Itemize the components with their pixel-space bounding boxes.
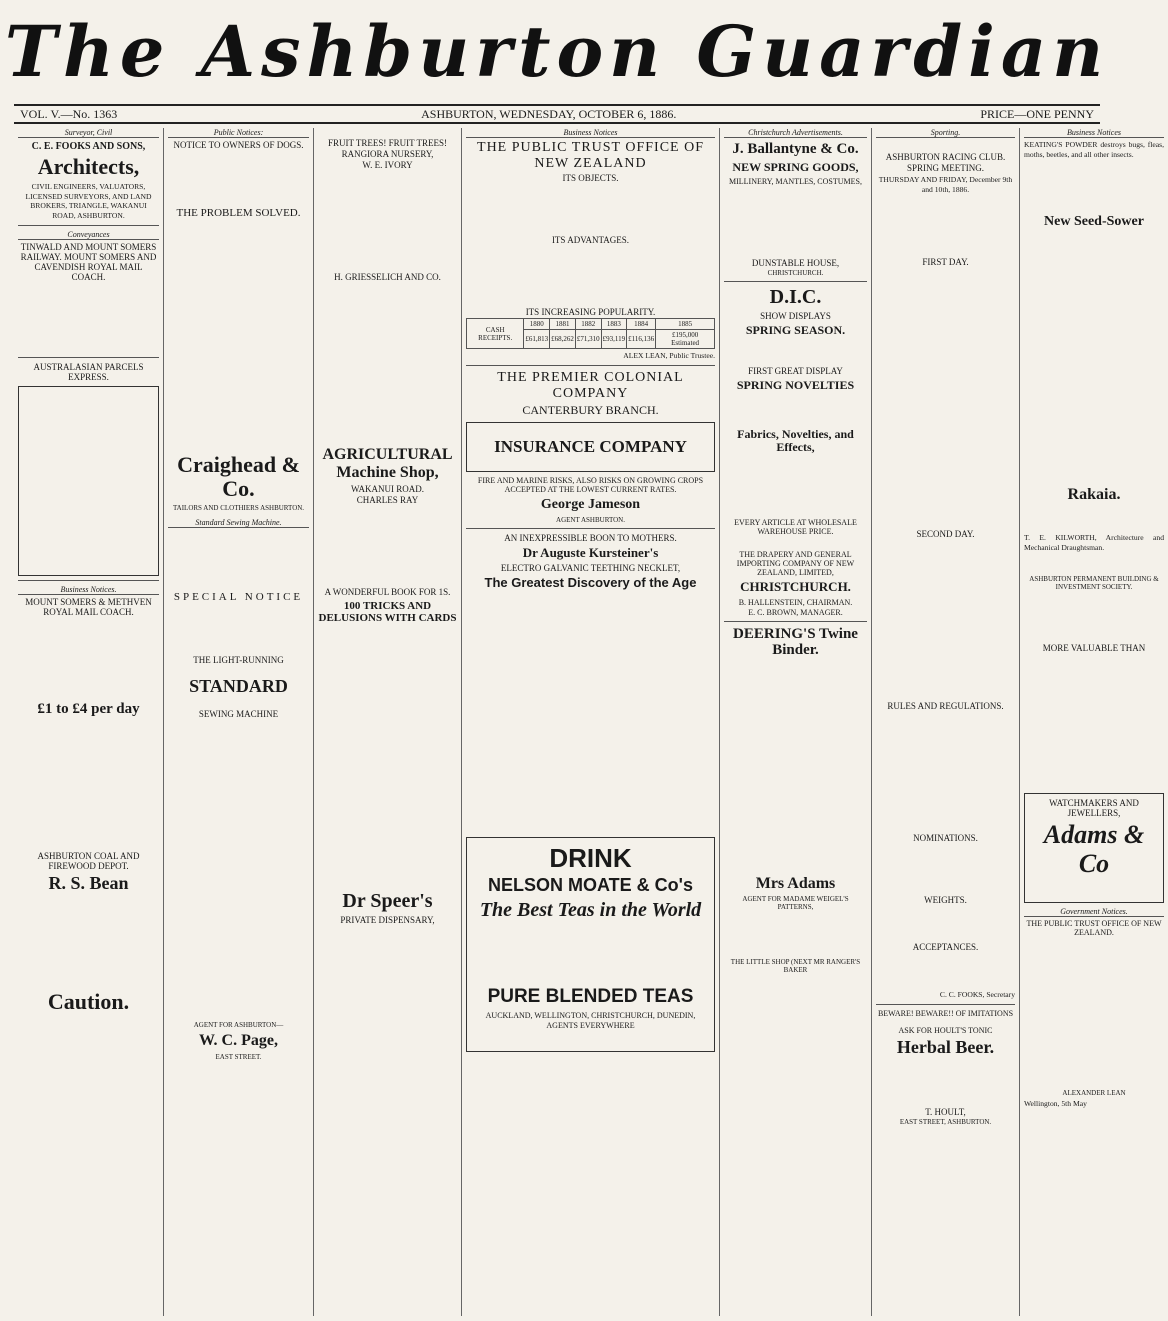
mothers-heading: AN INEXPRESSIBLE BOON TO MOTHERS.: [504, 532, 677, 543]
book-title: A WONDERFUL BOOK FOR 1S.: [324, 587, 451, 598]
page-name: W. C. Page,: [199, 1032, 278, 1050]
volume-number: VOL. V.—No. 1363: [20, 106, 118, 121]
express-table: [18, 386, 159, 576]
column-6: [872, 128, 1020, 1316]
craighead-title: Craighead & Co.: [177, 452, 300, 502]
cash-label: CASH RECEIPTS.: [467, 319, 524, 349]
wakanui-road: WAKANUI ROAD.: [351, 484, 424, 495]
colonial-title: THE PREMIER COLONIAL COMPANY: [497, 369, 684, 401]
money-title: £1 to £4 per day: [37, 700, 140, 717]
sewing-header: Standard Sewing Machine.: [168, 518, 309, 528]
craighead-sub: TAILORS AND CLOTHIERS ASHBURTON.: [172, 504, 305, 513]
dic-title: D.I.C.: [769, 285, 822, 308]
nursery-name: RANGIORA NURSERY,: [341, 149, 434, 159]
problem-title: THE PROBLEM SOLVED.: [176, 207, 301, 219]
light-running: THE LIGHT-RUNNING: [193, 655, 284, 666]
spring-novelties: SPRING NOVELTIES: [736, 377, 855, 392]
columns: [14, 128, 1164, 1316]
permanent-society: ASHBURTON PERMANENT BUILDING & INVESTMENT SOCIETY.: [1029, 575, 1159, 592]
fruit-title: FRUIT TREES! FRUIT TREES!: [327, 138, 448, 148]
machine-shop-title: AGRICULTURAL Machine Shop,: [322, 446, 453, 481]
hoult-address: EAST STREET, ASHBURTON.: [899, 1117, 992, 1126]
year-cell: 1882: [575, 319, 601, 330]
nominations-title: NOMINATIONS.: [913, 833, 978, 844]
special-notice: SPECIAL NOTICE: [173, 591, 304, 604]
fooks-signature: C. C. FOOKS, Secretary: [939, 990, 1015, 1000]
hoult-ask: ASK FOR HOULT'S TONIC: [898, 1025, 993, 1035]
little-shop: THE LITTLE SHOP (NEXT MR RANGER'S BAKER: [730, 958, 861, 975]
more-valuable: MORE VALUABLE THAN: [1042, 643, 1146, 654]
ad-heading: C. E. FOOKS AND SONS,: [31, 141, 146, 152]
weigel-patterns: AGENT FOR MADAME WEIGEL'S PATTERNS,: [742, 895, 849, 912]
agent-label: AGENT FOR ASHBURTON—: [193, 1021, 284, 1030]
dispensary-title: PRIVATE DISPENSARY,: [340, 915, 435, 926]
price: PRICE—ONE PENNY: [980, 106, 1094, 121]
sewing-machine: SEWING MACHINE: [198, 709, 279, 720]
keating-ad: KEATING'S POWDER destroys bugs, fleas, moths, beetles, and all other insects.: [1024, 140, 1164, 159]
masthead: [0, 0, 1114, 104]
christchurch-label: CHRISTCHURCH.: [767, 268, 824, 277]
bean-name: R. S. Bean: [48, 873, 129, 894]
column-header: Christchurch Advertisements.: [724, 128, 867, 138]
hallenstein: B. HALLENSTEIN, CHAIRMAN.: [738, 597, 853, 607]
watchmakers-ad: [1024, 793, 1164, 903]
adams-co-title: Adams & Co: [1043, 820, 1145, 878]
column-header: Business Notices: [1024, 128, 1164, 138]
canterbury-branch: CANTERBURY BRANCH.: [522, 402, 659, 417]
coach-title: TINWALD AND MOUNT SOMERS RAILWAY. MOUNT SOMERS AND CAVENDISH ROYAL MAIL COACH.: [20, 241, 157, 282]
ballantyne-title: J. Ballantyne & Co.: [732, 141, 859, 157]
every-article: EVERY ARTICLE AT WHOLESALE WAREHOUSE PRICE.: [734, 518, 857, 537]
column-header: Sporting.: [876, 128, 1015, 138]
ivory-name: W. E. IVORY: [362, 160, 413, 170]
popularity-heading: ITS INCREASING POPULARITY.: [525, 307, 656, 317]
tea-ad: [466, 837, 715, 1052]
drapery-company: THE DRAPERY AND GENERAL IMPORTING COMPANY OF NEW ZEALAND, LIMITED,: [736, 550, 855, 578]
brown: E. C. BROWN, MANAGER.: [748, 607, 843, 617]
column-header: Surveyor, Civil: [18, 128, 159, 138]
racing-club: ASHBURTON RACING CLUB.: [885, 152, 1006, 162]
gov-public-trust: THE PUBLIC TRUST OFFICE OF NEW ZEALAND.: [1026, 919, 1162, 938]
year-cell: 1885: [656, 319, 715, 330]
acceptances-title: ACCEPTANCES.: [912, 942, 979, 953]
adams-title: Mrs Adams: [755, 874, 836, 892]
second-day: SECOND DAY.: [916, 529, 975, 540]
value-cell: £116,136: [627, 330, 656, 349]
ray-name: CHARLES RAY: [356, 495, 419, 506]
value-cell-last: £195,000 Estimated: [656, 330, 715, 349]
deering-title: DEERING'S Twine Binder.: [733, 625, 858, 659]
ad-title: Architects,: [37, 154, 140, 179]
objects-heading: ITS OBJECTS.: [562, 173, 619, 183]
dog-notice: NOTICE TO OWNERS OF DOGS.: [173, 140, 304, 150]
place-date: ASHBURTON, WEDNESDAY, OCTOBER 6, 1886.: [421, 106, 677, 121]
column-3: [314, 128, 462, 1316]
year-cell: 1881: [550, 319, 576, 330]
tea-towns: AUCKLAND, WELLINGTON, CHRISTCHURCH, DUNEDIN,: [485, 1010, 696, 1020]
year-cell: 1883: [601, 319, 627, 330]
trustee-signature: ALEX LEAN, Public Trustee.: [623, 351, 715, 360]
page-address: EAST STREET.: [215, 1052, 262, 1061]
fabrics-title: Fabrics, Novelties, and Effects,: [737, 427, 854, 455]
insurance-title: INSURANCE COMPANY: [494, 436, 687, 456]
value-cell: £93,119: [601, 330, 627, 349]
alexander-lean: ALEXANDER LEAN: [1062, 1089, 1126, 1098]
public-trust-title: THE PUBLIC TRUST OFFICE OF NEW ZEALAND: [477, 140, 704, 171]
tricks-title: 100 TRICKS AND DELUSIONS WITH CARDS: [318, 600, 457, 625]
standard-title: STANDARD: [189, 676, 288, 697]
first-day: FIRST DAY.: [922, 257, 969, 268]
value-cell: £68,262: [550, 330, 576, 349]
column-header: Business Notices: [466, 128, 715, 138]
coal-title: ASHBURTON COAL AND FIREWOOD DEPOT.: [37, 851, 140, 872]
section-header: Conveyances: [18, 230, 159, 240]
dateline: [14, 104, 1100, 124]
spring-season: SPRING SEASON.: [745, 322, 846, 337]
mail-coach-title: MOUNT SOMERS & METHVEN ROYAL MAIL COACH.: [25, 596, 152, 617]
drink-title: DRINK: [549, 843, 632, 874]
millinery: MILLINERY, MANTLES, COSTUMES,: [729, 176, 862, 186]
tea-agents: AGENTS EVERYWHERE: [546, 1020, 635, 1030]
wellington-date: Wellington, 5th May: [1024, 1099, 1087, 1109]
caution-title: Caution.: [47, 988, 130, 1014]
column-7: [1020, 128, 1168, 1316]
express-title: AUSTRALASIAN PARCELS EXPRESS.: [33, 361, 144, 382]
column-5: [720, 128, 872, 1316]
cash-table: [466, 318, 715, 349]
seed-sower-title: New Seed-Sower: [1044, 214, 1144, 230]
insurance-banner: [466, 422, 715, 473]
wool-title: H. GRIESSELICH AND CO.: [334, 272, 441, 282]
year-cell: 1880: [524, 319, 550, 330]
section-header: Business Notices.: [18, 585, 159, 595]
spring-meeting: SPRING MEETING.: [906, 163, 984, 173]
jameson-name: George Jameson: [540, 497, 641, 513]
best-teas: The Best Teas in the World: [479, 898, 702, 921]
column-2: [164, 128, 314, 1316]
nelson-moate: NELSON MOATE & Co's: [488, 874, 693, 895]
weights-title: WEIGHTS.: [924, 895, 967, 906]
watchmakers-title: WATCHMAKERS AND JEWELLERS,: [1049, 798, 1139, 819]
column-4: [462, 128, 720, 1316]
fire-risks: FIRE AND MARINE RISKS, ALSO RISKS ON GROWING CROPS ACCEPTED AT THE LOWEST CURRENT RATES.: [477, 476, 704, 495]
value-cell: £71,310: [575, 330, 601, 349]
pure-blended: PURE BLENDED TEAS: [487, 985, 694, 1007]
christchurch-title: CHRISTCHURCH.: [740, 579, 851, 595]
column-header: Public Notices:: [168, 128, 309, 138]
speer-title: Dr Speer's: [342, 890, 433, 913]
new-spring-goods: NEW SPRING GOODS,: [732, 159, 859, 174]
kursteiner-title: Dr Auguste Kursteiner's: [522, 544, 659, 560]
first-display: FIRST GREAT DISPLAY: [748, 365, 843, 376]
necklet-title: ELECTRO GALVANIC TEETHING NECKLET,: [500, 562, 681, 573]
advantages-heading: ITS ADVANTAGES.: [551, 235, 630, 245]
hoult-name: T. HOULT,: [925, 1106, 966, 1117]
government-header: Government Notices.: [1024, 907, 1164, 917]
column-1: [14, 128, 164, 1316]
newspaper-title: The Ashburton Guardian: [4, 10, 1110, 93]
dunstable-house: DUNSTABLE HOUSE,: [751, 257, 840, 268]
greatest-discovery: The Greatest Discovery of the Age: [484, 574, 697, 590]
kilworth-ad: T. E. KILWORTH, Architecture and Mechanical Draughtsman.: [1024, 533, 1164, 552]
show-displays: SHOW DISPLAYS: [760, 310, 831, 321]
beware-title: BEWARE! BEWARE!! OF IMITATIONS: [877, 1008, 1014, 1018]
race-dates: THURSDAY AND FRIDAY, December 9th and 10th, 1886.: [878, 175, 1013, 194]
jameson-sub: AGENT ASHBURTON.: [556, 515, 625, 524]
year-cell: 1884: [627, 319, 656, 330]
rules-title: RULES AND REGULATIONS.: [887, 701, 1004, 712]
rakaia-title: Rakaia.: [1067, 485, 1121, 503]
ad-text: CIVIL ENGINEERS, VALUATORS, LICENSED SURVEYORS, AND LAND BROKERS, TRIANGLE, WAKANUI ROAD, ASHBURTON.: [25, 182, 152, 220]
herbal-beer: Herbal Beer.: [896, 1036, 995, 1057]
value-cell: £61,813: [524, 330, 550, 349]
